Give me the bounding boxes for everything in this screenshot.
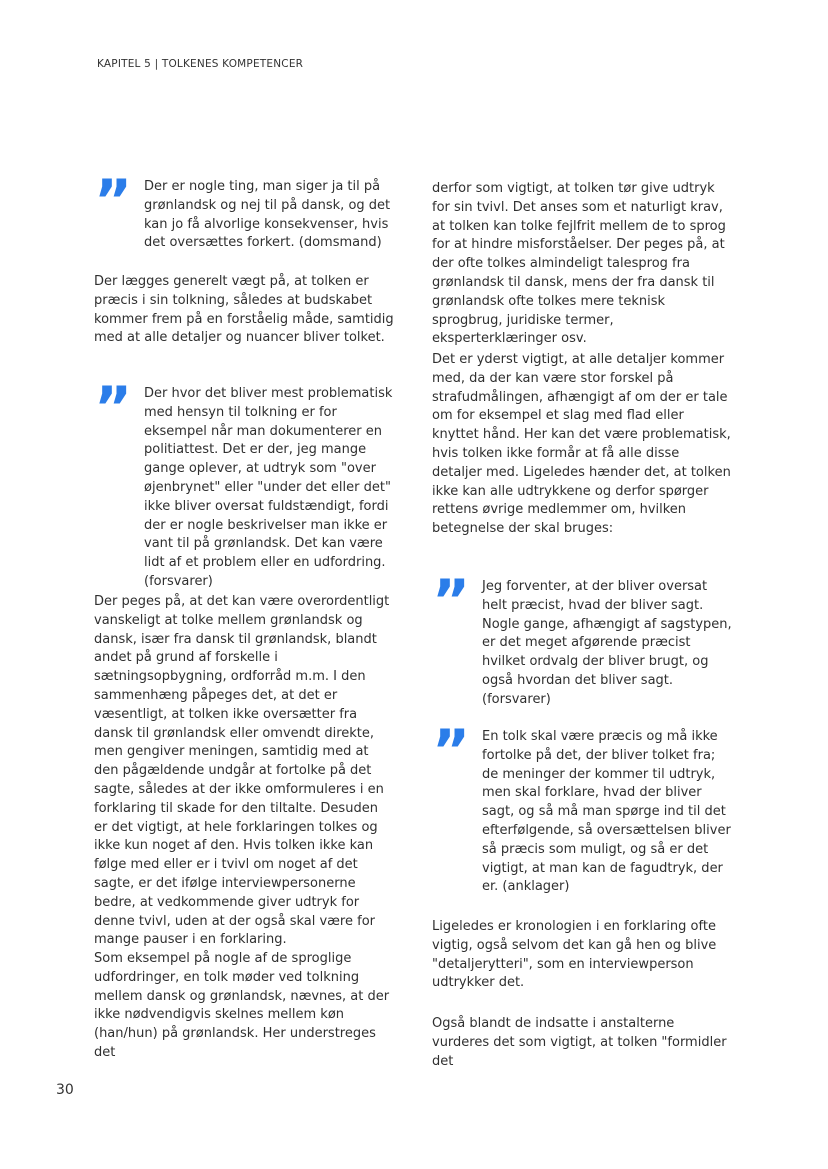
- quote-text: Jeg forventer, at der bliver oversat helt præcist, hvad der bliver sagt. Nogle gange, afhængigt af sagstypen, er det meget afgørende præcist hvilket ordvalg der bliver brugt, og også hvordan det bliver sagt. (forsvarer): [482, 579, 732, 707]
- body-paragraph: Der peges på, at det kan være overordentligt vanskeligt at tolke mellem grønlandsk og dansk, især fra dansk til grønlandsk, blandt andet på grund af forskelle i sætningsopbygning, ordforråd m.m. I den sammenhæng påpeges det, at det er væsentligt, at tolken ikke oversætter fra dansk til grønlandsk eller omvendt direkte, men gengiver meningen, samtidig med at den pågældende undgår at fortolke på det sagte, således at der ikke omformuleres i en forklaring til skade for den tiltalte. Desuden er det vigtigt, at hele forklaringen tolkes og ikke kun noget af den. Hvis tolken ikke kan følge med eller er i tvivl om noget af det sagte, er det ifølge interviewpersonerne bedre, at vedkommende giver udtryk for denne tvivl, uden at der også skal være for mange pauser i en forklaring.: [94, 594, 390, 948]
- quote-text: Der er nogle ting, man siger ja til på grønlandsk og nej til på dansk, og det kan jo få alvorlige konsekvenser, hvis det oversættes forkert. (domsmand): [144, 179, 391, 251]
- body-paragraph: Også blandt de indsatte i anstalterne vurderes det som vigtigt, at tolken "formidler det: [432, 1016, 727, 1069]
- body-paragraph: Det er yderst vigtigt, at alle detaljer kommer med, da der kan være stor forskel på strafudmålingen, afhængigt af om der er tale om for eksempel et slag med flad eller knyttet hånd. Her kan det være problematisk, hvis tolken ikke formår at få alle disse detaljer med. Ligeledes hænder det, at tolken ikke kan alle udtrykkene og derfor spørger rettens øvrige medlemmer om, hvilken betegnelse der skal bruges:: [432, 352, 731, 537]
- page-number: 30: [56, 1082, 74, 1098]
- body-paragraph: derfor som vigtigt, at tolken tør give udtryk for sin tvivl. Det anses som et naturligt krav, at tolken kan tolke fejlfrit mellem de to sprog for at hindre misforståelser. Der peges på, at der ofte tolkes almindeligt talesprog fra grønlandsk til dansk, mens der fra dansk til grønlandsk ofte tolkes mere teknisk sprogbrug, juridiske termer, eksperterklæringer osv.: [432, 181, 726, 347]
- body-paragraph: Ligeledes er kronologien i en forklaring ofte vigtig, også selvom det kan gå hen og blive "detaljerytteri", som en interviewperson udtrykker det.: [432, 919, 717, 991]
- body-paragraph: Der lægges generelt vægt på, at tolken er præcis i sin tolkning, således at budskabet kommer frem på en forståelig måde, samtidig med at alle detaljer og nuancer bliver tolket.: [94, 274, 394, 346]
- quote-text: Der hvor det bliver mest problematisk med hensyn til tolkning er for eksempel når man dokumenterer en politiattest. Det er der, jeg mange gange oplever, at udtryk som "over øjenbrynet" eller "under det eller det" ikke bliver oversat fuldstændigt, fordi der er nogle beskrivelser man ikke er vant til på grønlandsk. Det kan være lidt af et problem eller en udfordring. (forsvarer): [144, 386, 393, 589]
- quote-mark-icon: ”: [94, 167, 127, 235]
- body-paragraph: Som eksempel på nogle af de sproglige udfordringer, en tolk møder ved tolkning mellem dansk og grønlandsk, nævnes, at der ikke nødvendigvis skelnes mellem køn (han/hun) på grønlandsk. Her understreges det: [94, 951, 390, 1060]
- quote-mark-icon: ”: [94, 374, 127, 442]
- quote-text: En tolk skal være præcis og må ikke fortolke på det, der bliver tolket fra; de meninger der kommer til udtryk, men skal forklare, hvad der bliver sagt, og så må man spørge ind til det efterfølgende, så oversættelsen bliver så præcis som muligt, og så er det vigtigt, at man kan de fagudtryk, der er. (anklager): [482, 729, 731, 895]
- chapter-header: KAPITEL 5 | TOLKENES KOMPETENCER: [97, 58, 304, 70]
- quote-mark-icon: ”: [432, 717, 465, 785]
- quote-mark-icon: ”: [432, 567, 465, 635]
